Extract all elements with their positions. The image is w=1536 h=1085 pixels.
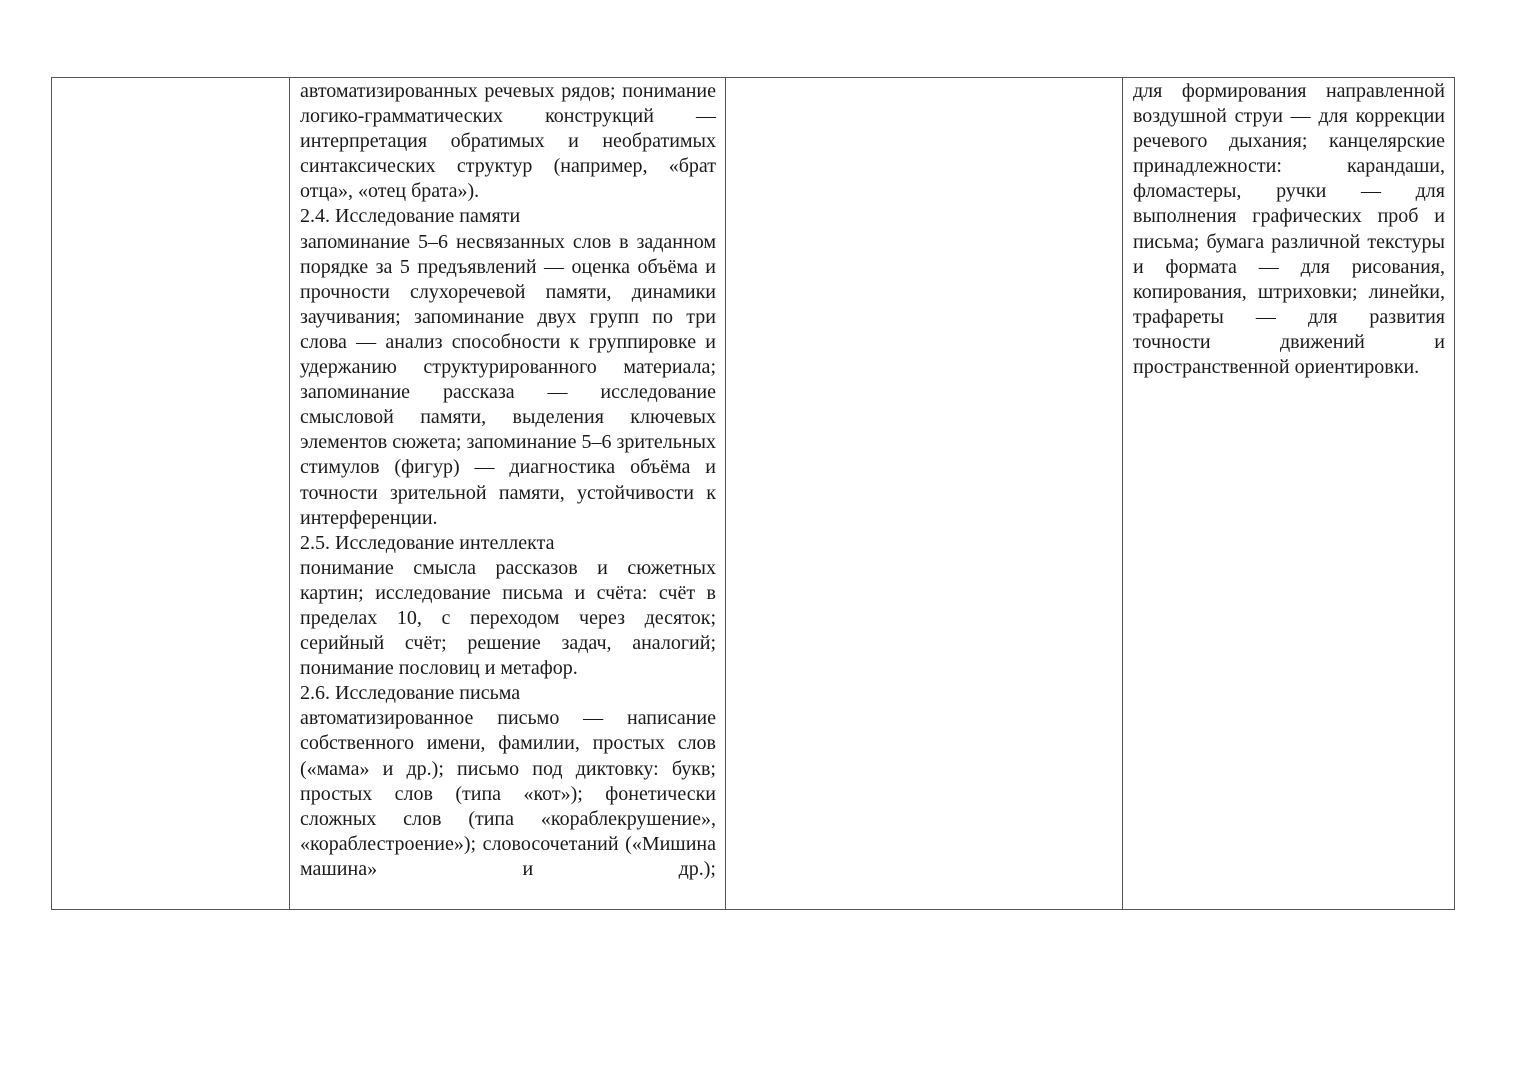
table-cell-materials [1123,78,1455,910]
cell-text-col1 [52,78,289,79]
table-cell-methods [290,78,726,910]
table-cell-empty-left [52,78,290,910]
section-heading-writing: 2.6. Исследование письма [300,682,521,705]
section-heading-intellect: 2.5. Исследование интеллекта [300,531,555,554]
paragraph-writing: автоматизированное письмо — написание собственного имени, фамилии, простых слов («мама» и др.); письмо под диктовку: букв; простых слов (типа «кот»); фонетически сложных слов (типа «кораблекрушение», «кораблестроение»); словосочетаний («Мишина машина» и др.); [300,707,716,880]
content-table [51,77,1455,910]
section-heading-memory: 2.4. Исследование памяти [300,205,521,228]
table-cell-empty-middle [726,78,1123,910]
paragraph-speech-series: автоматизированных речевых рядов; понимание логико-грамматических конструкций — интерпретация обратимых и необратимых синтаксических структур (например, «брат отца», «отец брата»). [300,80,716,203]
paragraph-memory: запоминание 5–6 несвязанных слов в заданном порядке за 5 предъявлений — оценка объёма и прочности слухоречевой памяти, динамики заучивания; запоминание двух групп по три слова — анализ способности к группировке и удержанию структурированного материала; запоминание рассказа — исследование смысловой памяти, выделения ключевых элементов сюжета; запоминание 5–6 зрительных стимулов (фигур) — диагностика объёма и точности зрительной памяти, устойчивости к интерференции. [300,230,716,529]
paragraph-materials: для формирования направленной воздушной струи — для коррекции речевого дыхания; канцелярские принадлежности: карандаши, фломастеры, ручки — для выполнения графических проб и письма; бумага различной текстуры и формата — для рисования, копирования, штриховки; линейки, трафареты — для развития точности движений и пространственной ориентировки. [1133,80,1445,379]
cell-text-col4 [1123,78,1454,380]
paragraph-intellect: понимание смысла рассказов и сюжетных картин; исследование письма и счёта: счёт в пределах 10, с переходом через десяток; серийный счёт; решение задач, аналогий; понимание пословиц и метафор. [300,556,716,680]
cell-text-col3 [726,78,1122,79]
cell-text-col2 [290,78,725,882]
table-row [52,78,1455,910]
